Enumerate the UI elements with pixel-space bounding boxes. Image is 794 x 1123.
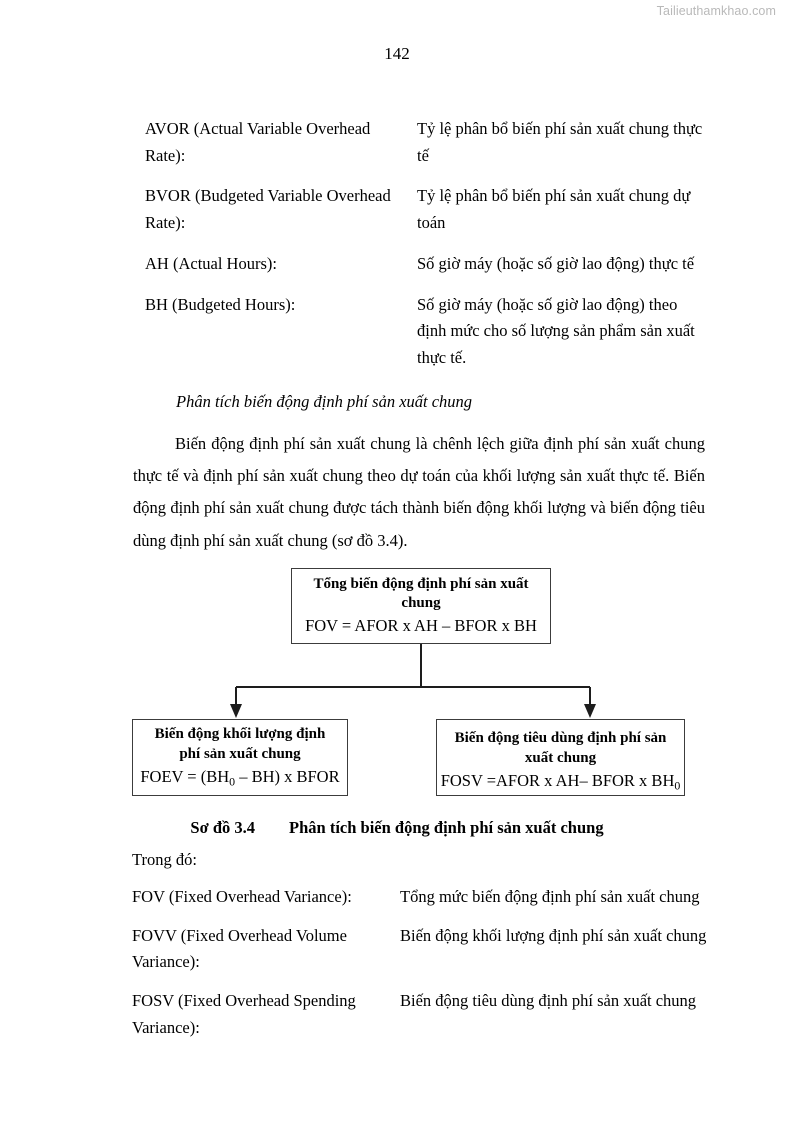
definition-term: AH (Actual Hours): (145, 253, 277, 273)
definition-row (145, 183, 705, 236)
formula-prefix: FOSV =AFOR x AH– BFOR x BH (440, 770, 675, 790)
diagram-node-total-variance (291, 568, 551, 644)
arrowhead-right-icon (584, 704, 596, 718)
watermark: Tailieuthamkhao.com (656, 4, 776, 18)
definition-term: AVOR (Actual Variable Overhead Rate): (145, 119, 371, 165)
definition-description: Tỷ lệ phân bổ biến phí sản xuất chung thực tế (417, 119, 703, 165)
formula-prefix: FOEV = (BH (140, 766, 230, 786)
formula-subscript: 0 (674, 778, 681, 793)
definition-row (145, 251, 705, 278)
definition-term: BH (Budgeted Hours): (145, 294, 296, 314)
definition-description: Số giờ máy (hoặc số giờ lao động) theo định mức cho số lượng sản phẩm sản xuất thực tế. (417, 294, 695, 368)
figure-caption-number: Sơ đồ 3.4 (190, 818, 256, 837)
diagram-node-spending-variance (436, 719, 685, 796)
definition-description: Tổng mức biến động định phí sản xuất chung (400, 887, 700, 906)
definition-list-bottom (132, 884, 717, 1054)
definition-row (132, 988, 717, 1041)
node-formula (441, 770, 681, 794)
definition-term: BVOR (Budgeted Variable Overhead Rate): (145, 186, 391, 233)
definition-row (145, 116, 705, 169)
body-paragraph: Biến động định phí sản xuất chung là chênh lệch giữa định phí sản xuất chung thực tế và định phí sản xuất chung theo dự toán của khối lượng sản xuất thực tế. Biến động định phí sản xuất chung được tách thành biến động khối lượng và biến động tiêu dùng định phí sản xuất chung (sơ đồ 3.4). (133, 434, 705, 550)
definition-description: Biến động khối lượng định phí sản xuất chung (400, 925, 707, 945)
node-formula (140, 766, 339, 790)
formula-subscript: 0 (229, 774, 236, 789)
definition-list-top (145, 116, 705, 386)
node-title: Biến động tiêu dùng định phí sản xuất chung (454, 730, 667, 766)
node-title: Tổng biến động định phí sản xuất chung (313, 576, 529, 612)
page-number: 142 (384, 44, 410, 63)
definition-row (145, 292, 705, 372)
node-title: Biến động khối lượng định phí sản xuất chung (154, 726, 326, 762)
figure-caption (0, 818, 794, 838)
section-heading: Phân tích biến động định phí sản xuất chung (176, 392, 473, 411)
definition-description: Số giờ máy (hoặc số giờ lao động) thực tế (417, 253, 695, 273)
definition-description: Biến động tiêu dùng định phí sản xuất chung (400, 991, 697, 1011)
node-formula: FOV = AFOR x AH – BFOR x BH (305, 616, 537, 636)
definition-row (132, 923, 717, 976)
definition-term: FOVV (Fixed Overhead Volume Variance): (132, 925, 347, 972)
definition-row (132, 884, 717, 911)
definition-term: FOV (Fixed Overhead Variance): (132, 887, 352, 906)
formula-suffix: – BH) x BFOR (235, 766, 340, 786)
definition-description: Tỷ lệ phân bổ biến phí sản xuất chung dự toán (417, 186, 691, 233)
trong-do-label: Trong đó: (132, 850, 197, 869)
diagram-node-volume-variance (132, 719, 348, 796)
arrowhead-left-icon (230, 704, 242, 718)
figure-caption-text: Phân tích biến động định phí sản xuất chung (289, 818, 604, 837)
definition-term: FOSV (Fixed Overhead Spending Variance): (132, 991, 356, 1037)
